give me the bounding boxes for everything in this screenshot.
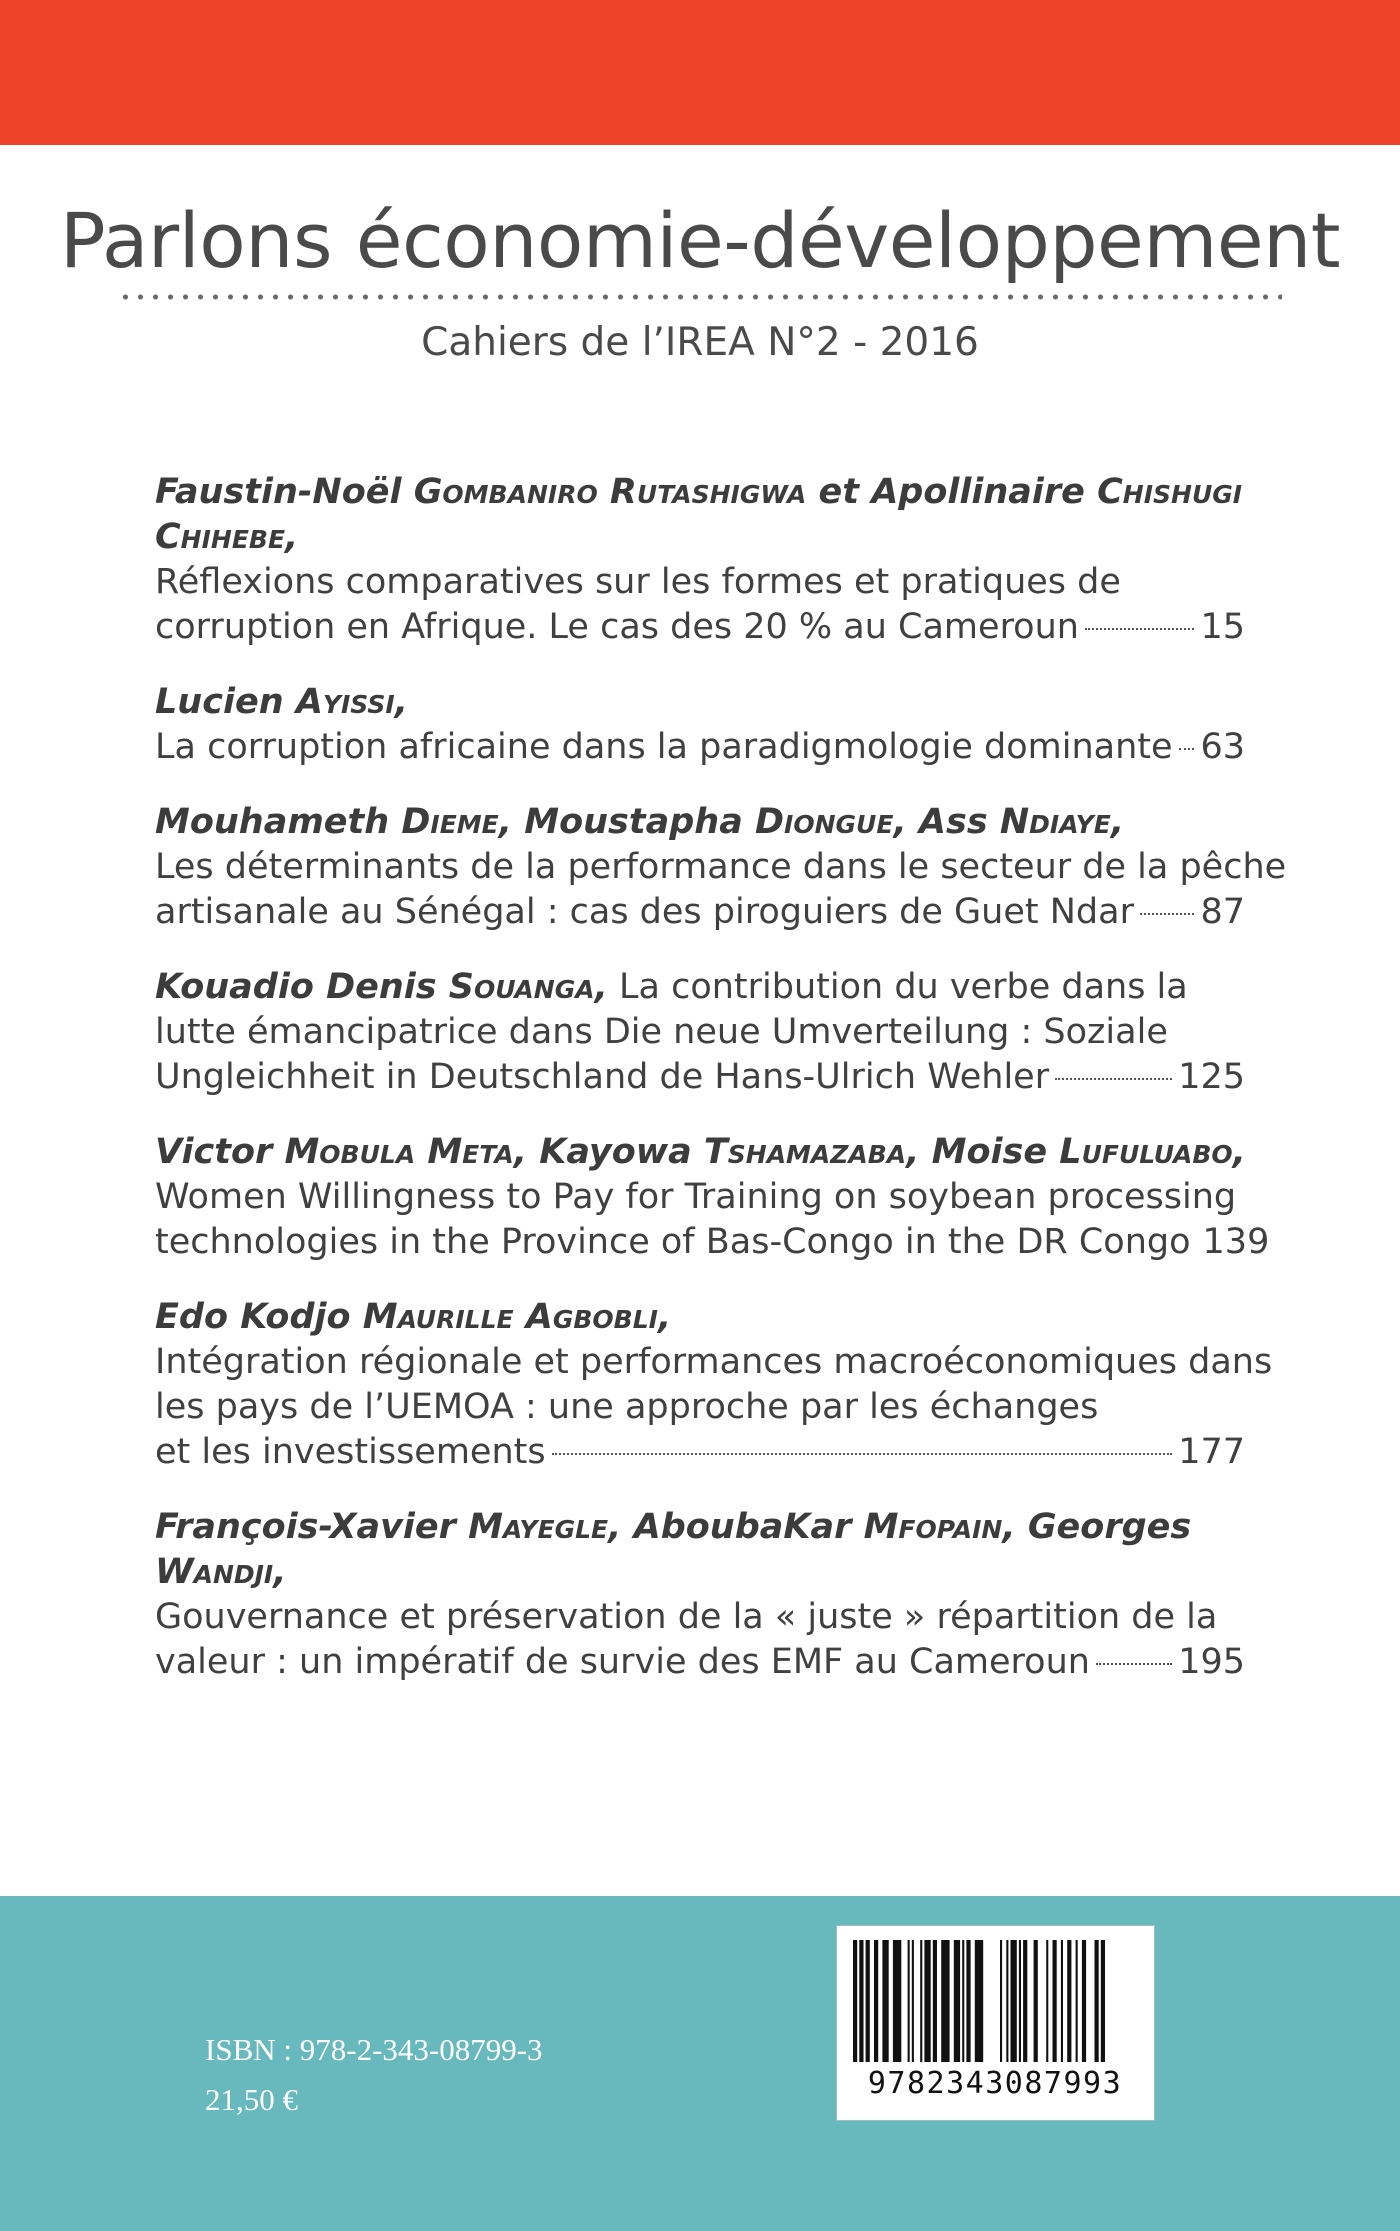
entry-title-line: et les investissements <box>155 1432 546 1472</box>
entry-authors <box>155 1130 1245 1175</box>
barcode-bar <box>920 1940 922 2062</box>
page-number: 15 <box>1200 607 1245 647</box>
entry-last-line <box>155 1220 1270 1265</box>
page-number: 125 <box>1178 1057 1245 1097</box>
entry-authors-cont <box>155 1550 1245 1595</box>
author-surname: Ndiaye <box>999 802 1111 842</box>
author-name: et Apollinaire <box>806 472 1098 512</box>
barcode-bar <box>1023 1940 1027 2062</box>
entry-authors-cont <box>155 515 1245 560</box>
barcode-bar <box>1000 1940 1002 2062</box>
author-surname: Souanga <box>448 967 595 1007</box>
table-of-contents <box>155 470 1287 1715</box>
author-name: , Moustapha <box>498 802 755 842</box>
barcode-bar <box>1076 1940 1078 2062</box>
entry-title-line: technologies in the Province of Bas-Congo in the DR Congo <box>155 1222 1191 1262</box>
author-name: , <box>594 967 608 1007</box>
page-number: 177 <box>1178 1432 1245 1472</box>
page-number: 139 <box>1202 1222 1270 1262</box>
dot-leader <box>1179 748 1195 750</box>
entry-title-line: Ungleichheit in Deutschland de Hans-Ulrich Wehler <box>155 1057 1050 1097</box>
entry-last-line <box>155 890 1245 935</box>
entry-last-line <box>155 1055 1245 1100</box>
barcode-bar <box>1082 1940 1086 2062</box>
entry-title-line: Gouvernance et préservation de la « juste » répartition de la <box>155 1597 1218 1637</box>
entry-title-line: valeur : un impératif de survie des EMF au Cameroun <box>155 1642 1090 1682</box>
barcode-bar <box>853 1940 857 2062</box>
barcode-bar <box>1006 1940 1008 2062</box>
author-name: , <box>1110 802 1125 842</box>
author-name: Mouhameth <box>155 802 402 842</box>
entry-authors <box>155 1505 1245 1550</box>
entry-title-line: les pays de l’UEMOA : une approche par les échanges <box>155 1387 1099 1427</box>
barcode-bar <box>962 1940 964 2062</box>
entry-title-line: Women Willingness to Pay for Training on soybean processing <box>155 1177 1237 1217</box>
entry-authors <box>155 470 1245 515</box>
barcode-bar <box>1095 1940 1099 2062</box>
toc-entry <box>155 680 1245 770</box>
authors-text <box>155 1132 1246 1172</box>
barcode-bar <box>1067 1940 1071 2062</box>
dot-leader <box>552 1453 1173 1455</box>
barcode-bar <box>859 1940 863 2062</box>
entry-authors <box>155 680 1245 725</box>
barcode-bar <box>874 1940 878 2062</box>
entry-last-line <box>155 1640 1245 1685</box>
toc-entry <box>155 800 1287 935</box>
barcode-bars <box>849 1940 1141 2062</box>
barcode-bar <box>912 1940 914 2062</box>
page-title: Parlons économie-développement <box>59 196 1341 285</box>
barcode-digits: 9782343087993 <box>867 2066 1123 2101</box>
author-surname: Tshamazaba <box>703 1132 907 1172</box>
barcode-bar <box>1046 1940 1048 2062</box>
author-surname: Mobula Meta <box>284 1132 514 1172</box>
authors-text <box>155 967 608 1007</box>
author-name: , Ass <box>893 802 1000 842</box>
barcode-bar <box>941 1940 949 2062</box>
author-name: , <box>1232 1132 1246 1172</box>
page-number: 63 <box>1200 727 1245 767</box>
author-name: Faustin-Noël <box>155 472 414 512</box>
authors-text <box>155 802 1124 842</box>
barcode-bar <box>882 1940 888 2062</box>
barcode-bar <box>866 1940 870 2062</box>
barcode-bar <box>933 1940 937 2062</box>
entry-title-line: corruption en Afrique. Le cas des 20 % au Cameroun <box>155 607 1079 647</box>
author-name: , <box>657 1297 672 1337</box>
author-surname: Mayegle <box>468 1507 609 1547</box>
authors-text <box>155 517 298 557</box>
author-surname: Maurille Agbobli <box>362 1297 658 1337</box>
toc-entry <box>155 470 1245 650</box>
page-number: 87 <box>1200 892 1245 932</box>
authors-text <box>155 1552 287 1592</box>
barcode-bar <box>975 1940 983 2062</box>
author-name: , <box>394 682 409 722</box>
entry-authors <box>155 1295 1245 1340</box>
author-name: , Moise <box>906 1132 1060 1172</box>
barcode-bar <box>1034 1940 1038 2062</box>
page-subtitle: Cahiers de l’IREA N°2 - 2016 <box>421 320 979 365</box>
barcode-bar <box>1053 1940 1057 2062</box>
entry-last-line <box>155 725 1245 770</box>
author-name: Kouadio Denis <box>155 967 449 1007</box>
dotted-divider <box>118 292 1282 302</box>
entry-title-line: La corruption africaine dans la paradigmologie dominante <box>155 727 1173 767</box>
author-name: , Kayowa <box>513 1132 704 1172</box>
entry-authors <box>155 800 1245 845</box>
entry-last-line <box>155 605 1245 650</box>
authors-text <box>155 472 1242 512</box>
author-surname: Lufuluabo <box>1059 1132 1233 1172</box>
toc-entry <box>155 1295 1273 1475</box>
barcode-bar <box>1011 1940 1017 2062</box>
entry-title-line: lutte émancipatrice dans Die neue Umverteilung : Soziale <box>155 1012 1168 1052</box>
barcode-bar <box>924 1940 930 2062</box>
barcode <box>836 1925 1155 2121</box>
authors-text <box>155 1297 671 1337</box>
barcode-bar <box>908 1940 910 2062</box>
toc-entry <box>155 1130 1270 1265</box>
barcode-bar <box>893 1940 901 2062</box>
barcode-bar <box>1101 1940 1105 2062</box>
entry-title-line: Les déterminants de la performance dans le secteur de la pêche <box>155 847 1287 887</box>
barcode-bar <box>1019 1940 1021 2062</box>
author-surname: Dieme <box>401 802 499 842</box>
barcode-bar <box>954 1940 960 2062</box>
top-color-band <box>0 0 1400 145</box>
barcode-bar <box>966 1940 970 2062</box>
page-number: 195 <box>1178 1642 1245 1682</box>
dot-leader <box>1055 1078 1172 1080</box>
author-name: , AboubaKar <box>608 1507 864 1547</box>
dot-leader <box>1096 1663 1172 1665</box>
author-surname: Ayissi <box>295 682 395 722</box>
toc-entry <box>155 965 1245 1100</box>
dot-leader <box>1085 628 1194 630</box>
author-name: , <box>285 517 299 557</box>
author-surname: Mfopain <box>863 1507 1003 1547</box>
author-surname: Chishugi <box>1097 472 1243 512</box>
author-name: François-Xavier <box>155 1507 469 1547</box>
dot-leader <box>1140 913 1194 915</box>
author-surname: Diongue <box>755 802 894 842</box>
entry-title-line: artisanale au Sénégal : cas des piroguiers de Guet Ndar <box>155 892 1134 932</box>
entry-title-start: La contribution du verbe dans la <box>607 967 1188 1007</box>
author-name: Victor <box>155 1132 285 1172</box>
entry-title-line: Réflexions comparatives sur les formes et pratiques de <box>155 562 1121 602</box>
authors-text <box>155 1507 1191 1547</box>
toc-entry <box>155 1505 1245 1685</box>
author-name: , <box>273 1552 287 1592</box>
author-surname: Chihebe <box>155 517 286 557</box>
author-surname: Wandji <box>155 1552 274 1592</box>
entry-title-line: Intégration régionale et performances macroéconomiques dans <box>155 1342 1273 1382</box>
barcode-bar <box>1061 1940 1063 2062</box>
author-name: Lucien <box>155 682 296 722</box>
author-name: Edo Kodjo <box>155 1297 363 1337</box>
author-surname: Gombaniro Rutashigwa <box>413 472 807 512</box>
author-name: , Georges <box>1002 1507 1192 1547</box>
price-text: 21,50 € <box>205 2082 298 2117</box>
authors-text <box>155 682 408 722</box>
entry-last-line <box>155 1430 1245 1475</box>
isbn-text: ISBN : 978-2-343-08799-3 <box>205 2032 543 2067</box>
entry-authors <box>155 965 1245 1010</box>
